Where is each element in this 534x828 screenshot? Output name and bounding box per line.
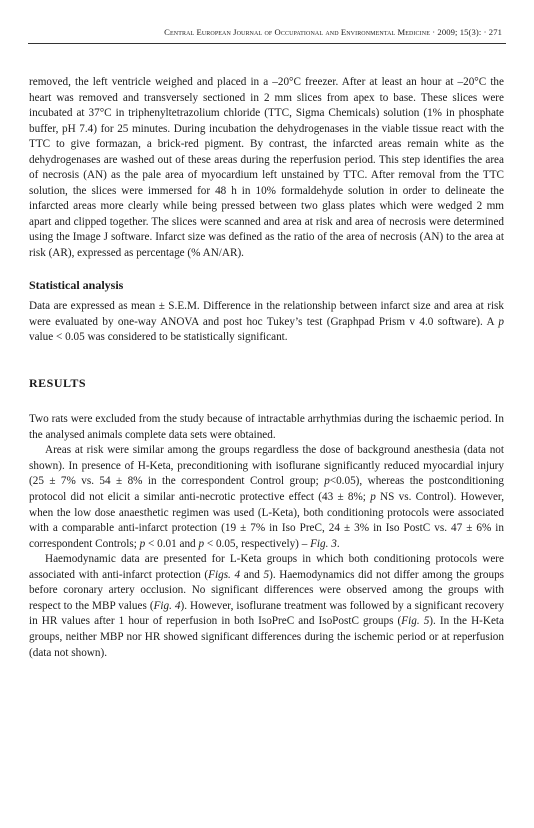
- p-symbol: p: [370, 491, 376, 504]
- r2-text-5: < 0.05, respectively) –: [204, 537, 311, 550]
- p-symbol: p: [324, 475, 330, 488]
- r2-text-2: <0.05), whereas the postconditioning protocol did not elicit a similar anti-necrotic protective effect (43 ± 8%;: [29, 475, 504, 504]
- page-content: [29, 75, 504, 661]
- r2-text-1: Areas at risk were similar among the groups regardless the dose of background anesthesia (data not shown). In presence of H-Keta, preconditioning with isoflurane significantly reduced myocardial injury (25 ± 7% vs. 54 ± 8% in the correspondent Control group;: [29, 444, 504, 488]
- results-paragraph-3: [29, 552, 504, 661]
- r3-text-2: and: [240, 568, 264, 581]
- statistical-analysis-heading: Statistical analysis: [29, 277, 124, 292]
- stat-text-1: Data are expressed as mean ± S.E.M. Difference in the relationship between infarct size and area at risk were evaluated by one-way ANOVA and post hoc Tukey’s test (Graphpad Prism v 4.0 software). A: [29, 300, 504, 328]
- p-symbol: p: [198, 537, 205, 550]
- r3-text-1: Haemodynamic data are presented for L-Keta groups in which both conditioning protocols were associated with anti-infarct protection (: [29, 553, 504, 581]
- figure-reference: 5: [263, 568, 270, 581]
- figure-reference: Fig. 3: [310, 537, 337, 550]
- r3-text-5: ). In the H-Keta groups, neither MBP nor HR showed significant differences during the ischemic period or at reperfusion (data not shown).: [29, 615, 504, 659]
- results-heading: RESULTS: [29, 375, 87, 390]
- r2-text-6: .: [336, 537, 340, 550]
- figure-reference: Figs. 4: [208, 568, 241, 581]
- figure-reference: Fig. 5: [401, 615, 430, 628]
- methods-continuation-paragraph: removed, the left ventricle weighed and placed in a –20°C freezer. After at least an hour at –20°C the heart was removed and transversely sectioned in 2 mm slices from apex to base. These slices were incubated at 37°C in triphenyltetrazolium chloride (TTC, Sigma Chemicals) solution (1% in phosphate buffer, pH 7.4) for 25 minutes. During incubation the dehydrogenases in the viable tissue react with the TTC to give formazan, a brick-red pigment. By contrast, the infarcted areas remain white as the dehydrogenases are washed out of these areas during the reperfusion period. This step identifies the area of necrosis (AN) as the pale area of myocardium left unstained by TTC. After removal from the TTC solution, the slices were immersed for 48 h in 10% formaldehyde solution in order to delineate the infarcted areas more clearly while being pressed between two glass plates which were wedged 2 mm apart and clipped together. The slices were scanned and area at risk and area of necrosis were determined using the Image J software. Infarct size was defined as the ratio of the area of necrosis (AN) to the area at risk (AR), expressed as percentage (% AN/AR).: [29, 76, 504, 260]
- r2-text-3: NS vs. Control). However, when the low dose anaesthetic regimen was used (L-Keta), both conditioning protocols were associated with a comparable anti-infarct protection (19 ± 7% in Iso PreC, 24 ± 3% in Iso PostC vs. 47 ± 6% in correspondent Controls;: [29, 491, 504, 550]
- r3-text-4: ). However, isoflurane treatment was followed by a significant recovery in HR values after 1 hour of reperfusion in both IsoPreC and IsoPostC groups (: [29, 599, 504, 628]
- p-symbol: p: [139, 537, 146, 550]
- p-symbol: p: [498, 315, 504, 328]
- r2-text-4: < 0.01 and: [145, 537, 199, 550]
- results-paragraph-1: Two rats were excluded from the study because of intractable arrhythmias during the ischaemic period. In the analysed animals complete data sets were obtained.: [29, 413, 504, 441]
- running-header: Central European Journal of Occupational and Environmental Medicine · 2009; 15(3): · 271: [164, 27, 502, 37]
- header-rule: [28, 43, 506, 44]
- figure-reference: Fig. 4: [153, 599, 181, 612]
- stat-text-2: value < 0.05 was considered to be statistically significant.: [29, 331, 288, 344]
- statistical-analysis-paragraph: [29, 299, 504, 346]
- results-paragraph-2: [29, 443, 504, 552]
- r3-text-3: ). Haemodynamics did not differ among the groups before coronary artery occlusion. No significant differences were observed among the groups with respect to the MBP values (: [29, 568, 505, 612]
